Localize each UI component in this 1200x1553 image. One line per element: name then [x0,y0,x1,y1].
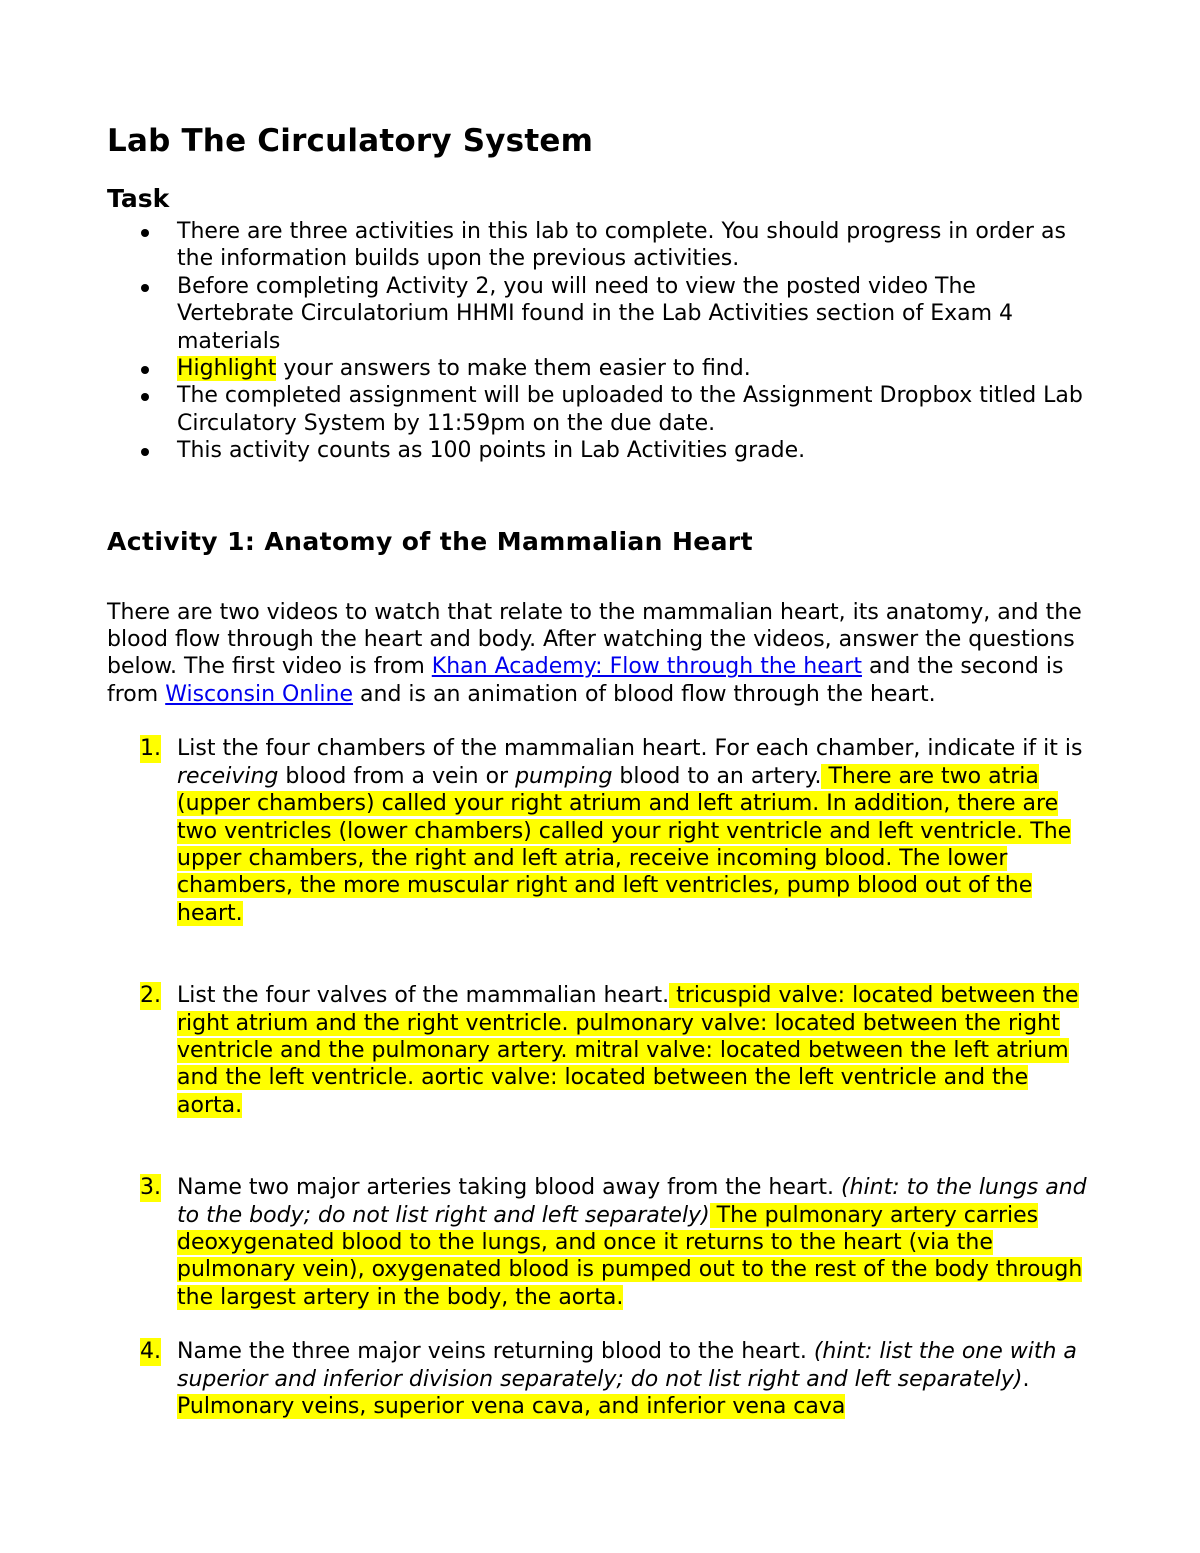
bullet-text: Before completing Activity 2, you will need to view the posted video The Vertebrate Circulatorium HHMI found in the Lab Activities section of Exam 4 materials [177,273,1014,354]
answer-text: There are two atria (upper chambers) called your right atrium and left atrium. In addition, there are two ventricles (lower chambers) called your right ventricle and left ventricle. The upper chambers, the right and left atria, receive incoming blood. The lower chambers, the more muscular right and left ventricles, pump blood out of the heart. [177,763,1072,926]
question-emphasis: receiving [177,763,279,789]
question-hint: (hint: list the one with a superior and inferior division separately; do not list right and left separately) [177,1339,1077,1392]
list-item [107,382,1097,437]
intro-text: There are two videos to watch that relate to the mammalian heart, its anatomy, and the blood flow through the heart and body. After watching the videos, answer the questions below. The first video is from [107,599,1082,680]
list-item [107,437,1097,464]
bullet-icon [141,448,149,456]
answer-text: Pulmonary veins, superior vena cava, and inferior vena cava [177,1394,846,1419]
answer-text: tricuspid valve: located between the right atrium and the right ventricle. pulmonary valve: located between the right ventricle and the pulmonary artery. mitral valve: located between the left atrium and the left ventricle. aortic valve: located between the left ventricle and the aorta. [177,983,1079,1118]
question-text: List the four valves of the mammalian heart. [177,983,670,1009]
question-text: Name the three major veins returning blood to the heart. [177,1339,814,1365]
highlight-word: Highlight [177,356,277,382]
bullet-icon [141,229,149,237]
question-4 [107,1338,1097,1420]
bullet-icon [141,284,149,292]
bullet-text: your answers to make them easier to find. [276,356,751,382]
task-bullet-list [107,218,1097,465]
page-title: Lab The Circulatory System [107,123,594,159]
question-text: . [814,763,822,789]
list-item [107,273,1097,355]
intro-text: and the second is from [107,654,1064,707]
task-heading: Task [107,184,170,213]
wisconsin-online-link[interactable]: Wisconsin Online [165,681,354,707]
question-text: blood to an artery [612,763,815,789]
question-text: blood from a vein or [278,763,516,789]
question-emphasis: pumping [515,763,613,789]
bullet-icon [141,366,149,374]
question-text: Name two major arteries taking blood away from the heart. [177,1175,842,1201]
question-number: 4. [140,1339,161,1365]
list-item [107,355,1097,382]
document-page [107,120,1097,1420]
question-number: 2. [140,983,161,1009]
question-number: 3. [140,1175,161,1201]
question-2 [107,982,1097,1119]
bullet-text: This activity counts as 100 points in Lab Activities grade. [177,438,806,464]
activity1-heading: Activity 1: Anatomy of the Mammalian Heart [107,526,754,556]
list-item [107,218,1097,273]
question-hint: (hint: to the lungs and to the body; do not list right and left separately) [177,1175,1087,1228]
intro-text: and is an animation of blood flow through the heart. [353,681,936,707]
question-list [107,735,1097,1420]
bullet-text: The completed assignment will be uploaded to the Assignment Dropbox titled Lab Circulatory System by 11:59pm on the due date. [177,383,1083,436]
bullet-text: There are three activities in this lab to complete. You should progress in order as the information builds upon the previous activities. [177,219,1066,272]
question-number: 1. [140,736,161,762]
question-3 [107,1174,1097,1311]
answer-text: The pulmonary artery carries deoxygenated blood to the lungs, and once it returns to the heart (via the pulmonary vein), oxygenated blood is pumped out to the rest of the body through the largest artery in the body, the aorta. [177,1202,1083,1310]
question-text: List the four chambers of the mammalian heart. For each chamber, indicate if it is [177,736,1083,762]
activity1-intro [107,599,1092,709]
question-text: . [1022,1366,1030,1392]
khan-academy-link[interactable]: Khan Academy: Flow through the heart [431,654,862,680]
bullet-icon [141,393,149,401]
question-1 [107,735,1097,927]
